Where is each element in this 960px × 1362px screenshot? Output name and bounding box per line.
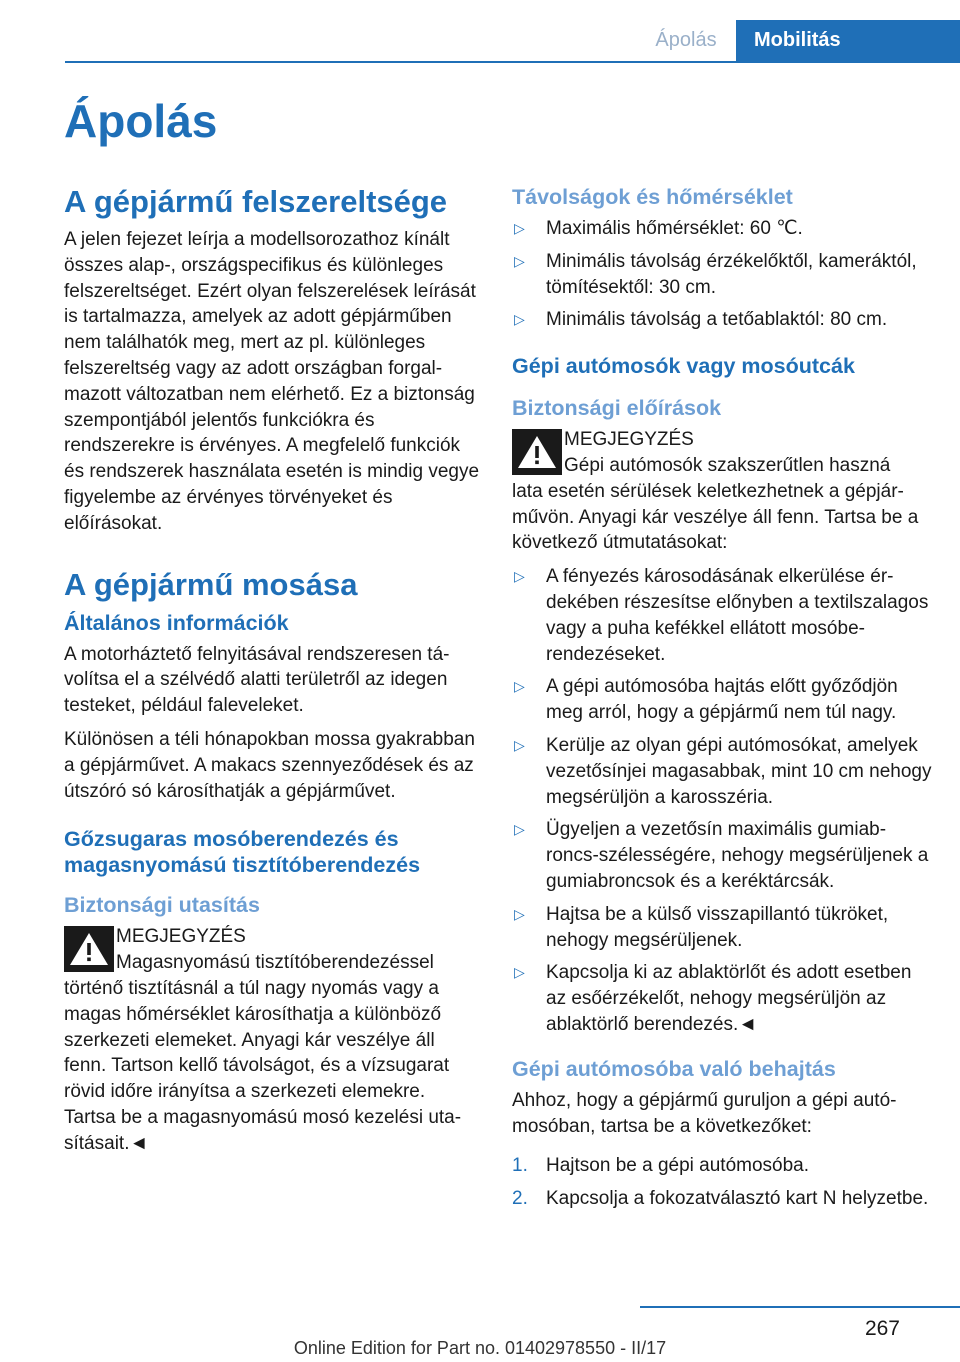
heading-drive-in: Gépi autómosóba való behajtás [512, 1056, 836, 1081]
page-header [0, 20, 960, 62]
note-first-line: Magasnyomású tisztítóberendezéssel [116, 952, 434, 974]
step-number: 2. [512, 1188, 528, 1210]
heading-steam-cleaner: Gőzsugaras mosóberendezés és magasnyomású tisztítóberendezés [64, 827, 421, 878]
list-item: 1. Hajtson be a gépi autómosóba. [512, 1153, 932, 1179]
note-first-line: Gépi autómosók szakszerűtlen haszná [564, 454, 891, 476]
note-label: MEGJEGYZÉS [564, 429, 694, 451]
bullet-triangle-icon: ▷ [514, 252, 525, 269]
warning-icon [512, 429, 562, 475]
chapter-tab[interactable]: Mobilitás [736, 20, 960, 61]
list-item: ▷ A fényezés károsodásának elkerülése érdekében részesítse előnyben a textilszalagos vagy a puha kefékkel ellátott mosóberendezéseket. [514, 566, 929, 665]
list-item: ▷ Kapcsolja ki az ablaktörlőt és adott esetben az esőérzékelőt, nehogy megsérüljön az ablaktörlő berendezés.◄ [514, 962, 912, 1035]
bullet-triangle-icon: ▷ [514, 736, 525, 753]
section-tab[interactable]: Ápolás [655, 29, 717, 51]
bullet-triangle-icon: ▷ [514, 311, 525, 328]
page-title: Ápolás [64, 95, 218, 147]
heading-car-wash: Gépi autómosók vagy mosóutcák [512, 354, 855, 379]
paragraph-drive-in: Ahhoz, hogy a gépjármű guruljon a gépi autómosóban, tartsa be a következőket: [512, 1089, 897, 1137]
rules-list [512, 564, 932, 1038]
heading-equipment: A gépjármű felszereltsége [64, 184, 448, 219]
paragraph-general-2: Különösen a téli hónapokban mossa gyakrabban a gépjárművet. A makacs szennyeződések és az útszóró só károsíthatják a gépjárművet. [64, 728, 475, 802]
page-number: 267 [864, 1317, 900, 1340]
edition-line: Online Edition for Part no. 01402978550 - II/17 [293, 1338, 667, 1358]
bullet-triangle-icon: ▷ [514, 905, 525, 922]
bullet-triangle-icon: ▷ [514, 220, 525, 236]
bullet-triangle-icon: ▷ [514, 964, 525, 981]
heading-distances: Távolságok és hőmérséklet [512, 185, 793, 209]
heading-safety-rules: Biztonsági előírások [512, 396, 722, 421]
bullet-triangle-icon: ▷ [514, 568, 525, 585]
list-item: ▷ Minimális távolság a tetőablaktól: 80 cm. [512, 307, 932, 333]
list-item: 2. Kapcsolja a fokozatválasztó kart N helyzetbe. [512, 1186, 932, 1212]
warning-note [64, 924, 480, 976]
list-item: ▷ Kerülje az olyan gépi autómosókat, amelyek vezetősínjei magasabbak, mint 10 cm nehogy megsérüljön a karosszéria. [514, 734, 932, 808]
paragraph-general-1: A motorháztető felnyitásával rendszeresen távolítsa el a szélvédő alatti területről az idegen testeket, például faleveleket. [64, 643, 450, 717]
right-column [512, 184, 932, 1220]
heading-safety-note: Biztonsági utasítás [64, 893, 260, 918]
list-item: ▷ Maximális hőmérséklet: 60 ℃. [512, 216, 932, 242]
distances-list [512, 216, 932, 333]
list-item: ▷ Hajtsa be a külső visszapillantó tükröket, nehogy megsérüljenek. [514, 903, 889, 951]
bullet-triangle-icon: ▷ [514, 678, 525, 695]
heading-washing: A gépjármű mosása [64, 566, 358, 602]
note-body: lata esetén sérülések keletkezhetnek a gépjárművön. Anyagi kár veszélye áll fenn. Tartsa be a következő útmutatásokat: [512, 480, 919, 554]
list-item: ▷ A gépi autómosóba hajtás előtt győződjön meg arról, hogy a gépjármű nem túl nagy. [514, 676, 898, 724]
warning-icon [64, 926, 114, 972]
note-body: történő tisztításnál a túl nagy nyomás vagy a magas hőmérséklet károsíthatja a különböző szerkezeti elemeket. Anyagi kár veszélye áll fenn. Tartson kellő távolságot, és a vízsugarat rövid időre irányítsa a szerkezeti elemekre. Tartsa be a magasnyomású mosó kezelési utasításait.◄ [64, 977, 462, 1154]
warning-note [512, 427, 932, 479]
steps-list [512, 1153, 932, 1212]
list-item: ▷ Ügyeljen a vezetősín maximális gumiabroncs-szélességére, nehogy megsérüljenek a gumiabroncsok és a keréktárcsák. [514, 819, 929, 892]
left-column [64, 184, 480, 1165]
note-label: MEGJEGYZÉS [116, 926, 246, 948]
header-divider [65, 61, 960, 63]
bullet-triangle-icon: ▷ [514, 821, 525, 838]
heading-general-info: Általános információk [64, 610, 289, 635]
step-number: 1. [512, 1155, 528, 1177]
paragraph-equipment: A jelen fejezet leírja a modellsorozathoz kínált összes alap-, országspecifikus és különleges felszereltséget. Ezért olyan felszerelések leírását is tartalmazza, amelyek az adott gépjárműben nem találhatók meg, mert az pl. különleges felszereltség vagy az adott országban forgalmazott változatban nem elérhető. Ez a biztonság szempontjából jelentős funkciókra és rendszerekre is érvényes. A megfelelő funkciók és rendszerek használata esetén is mindig vegye figyelembe az érvényes törvényeket és előírásokat. [64, 229, 480, 534]
list-item: ▷ Minimális távolság érzékelőktől, kameráktól, tömítésektől: 30 cm. [514, 250, 917, 298]
footer-divider [640, 1306, 960, 1308]
